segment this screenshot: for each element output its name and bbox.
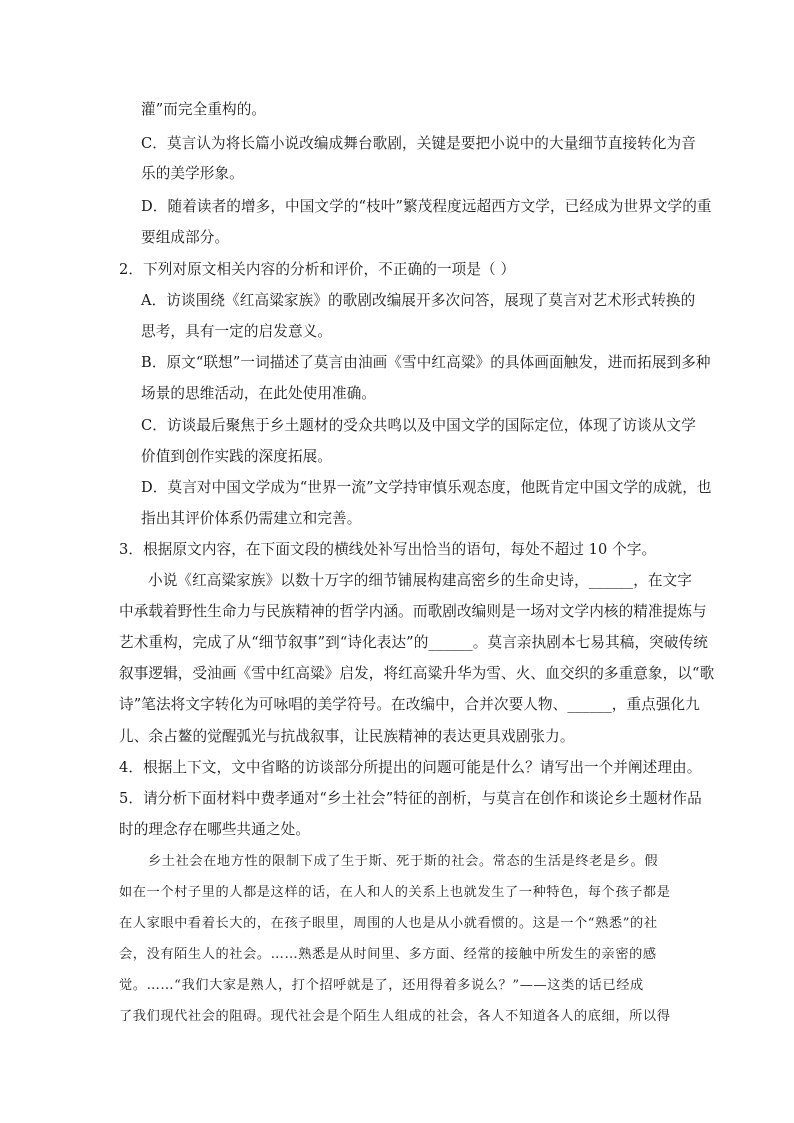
quote-line: 在人家眼中看着长大的，在孩子眼里，周围的人也是从小就看惯的。这是一个“熟悉”的社 (119, 916, 658, 931)
text-line: 时的理念存在哪些共通之处。 (119, 821, 311, 838)
passage-line: 中承载着野性生命力与民族精神的哲学内涵。而歌剧改编则是一场对文学内核的精准提炼与 (119, 603, 707, 620)
question-3: 3．根据原文内容，在下面文段的横线处补写出恰当的语句，每处不超过 10 个字。 (119, 541, 657, 558)
question-2: 2．下列对原文相关内容的分析和评价，不正确的一项是（ ） (119, 261, 516, 278)
text-line: 思考，具有一定的启发意义。 (141, 323, 333, 340)
option-d-line: D．随着读者的增多，中国文学的“枝叶”繁茂程度远超西方文学，已经成为世界文学的重 (141, 198, 712, 215)
option-c-line: C．莫言认为将长篇小说改编成舞台歌剧，关键是要把小说中的大量细节直接转化为音 (141, 135, 696, 152)
passage-line: 诗”笔法将文字转化为可咏唱的美学符号。在改编中，合并次要人物、______，重点强化九 (119, 696, 700, 713)
passage-line: 小说《红高粱家族》以数十万字的细节铺展构建高密乡的生命史诗，______，在文字 (148, 572, 692, 589)
text-line: 要组成部分。 (141, 229, 230, 246)
passage-line: 艺术重构，完成了从“细节叙事”到“诗化表达”的______。莫言亲执剧本七易其稿，突破传统 (119, 634, 708, 651)
question-4: 4．根据上下文，文中省略的访谈部分所提出的问题可能是什么？请写出一个并阐述理由。 (119, 759, 702, 776)
option-b-line: B．原文“联想”一词描述了莫言由油画《雪中红高粱》的具体画面触发，进而拓展到多种 (141, 354, 711, 371)
text-line: 价值到创作实践的深度拓展。 (141, 448, 333, 465)
quote-line: 如在一个村子里的人都是这样的话，在人和人的关系上也就发生了一种特色，每个孩子都是 (119, 885, 671, 900)
text-line: 乐的美学形象。 (141, 165, 244, 182)
text-line: 灌”而完全重构的。 (141, 101, 267, 118)
text-line: 指出其评价体系仍需建立和完善。 (141, 510, 362, 527)
option-d-line: D．莫言对中国文学成为“世界一流”文学持审慎乐观态度，他既肯定中国文学的成就，也 (141, 479, 712, 496)
passage-line: 叙事逻辑，受油画《雪中红高粱》启发，将红高粱升华为雪、火、血交织的多重意象，以“歌 (119, 665, 715, 682)
question-5: 5．请分析下面材料中费孝通对“乡土社会”特征的剖析，与莫言在创作和谈论乡土题材作品 (119, 790, 702, 807)
passage-line: 儿、余占鳌的觉醒弧光与抗战叙事，让民族精神的表达更具戏剧张力。 (119, 728, 575, 745)
quote-line: 了我们现代社会的阻碍。现代社会是个陌生人组成的社会，各人不知道各人的底细，所以得 (119, 1009, 671, 1024)
quote-line: 乡土社会在地方性的限制下成了生于斯、死于斯的社会。常态的生活是终老是乡。假 (148, 854, 659, 869)
option-a-line: A．访谈围绕《红高粱家族》的歌剧改编展开多次问答，展现了莫言对艺术形式转换的 (141, 292, 696, 309)
quote-line: 觉。……“我们大家是熟人，打个招呼就是了，还用得着多说么？”——这类的话已经成 (119, 978, 644, 993)
quote-line: 会，没有陌生人的社会。……熟悉是从时间里、多方面、经常的接触中所发生的亲密的感 (119, 947, 657, 962)
option-c-line: C．访谈最后聚焦于乡土题材的受众共鸣以及中国文学的国际定位，体现了访谈从文学 (141, 417, 696, 434)
text-line: 场景的思维活动，在此处使用准确。 (141, 385, 377, 402)
